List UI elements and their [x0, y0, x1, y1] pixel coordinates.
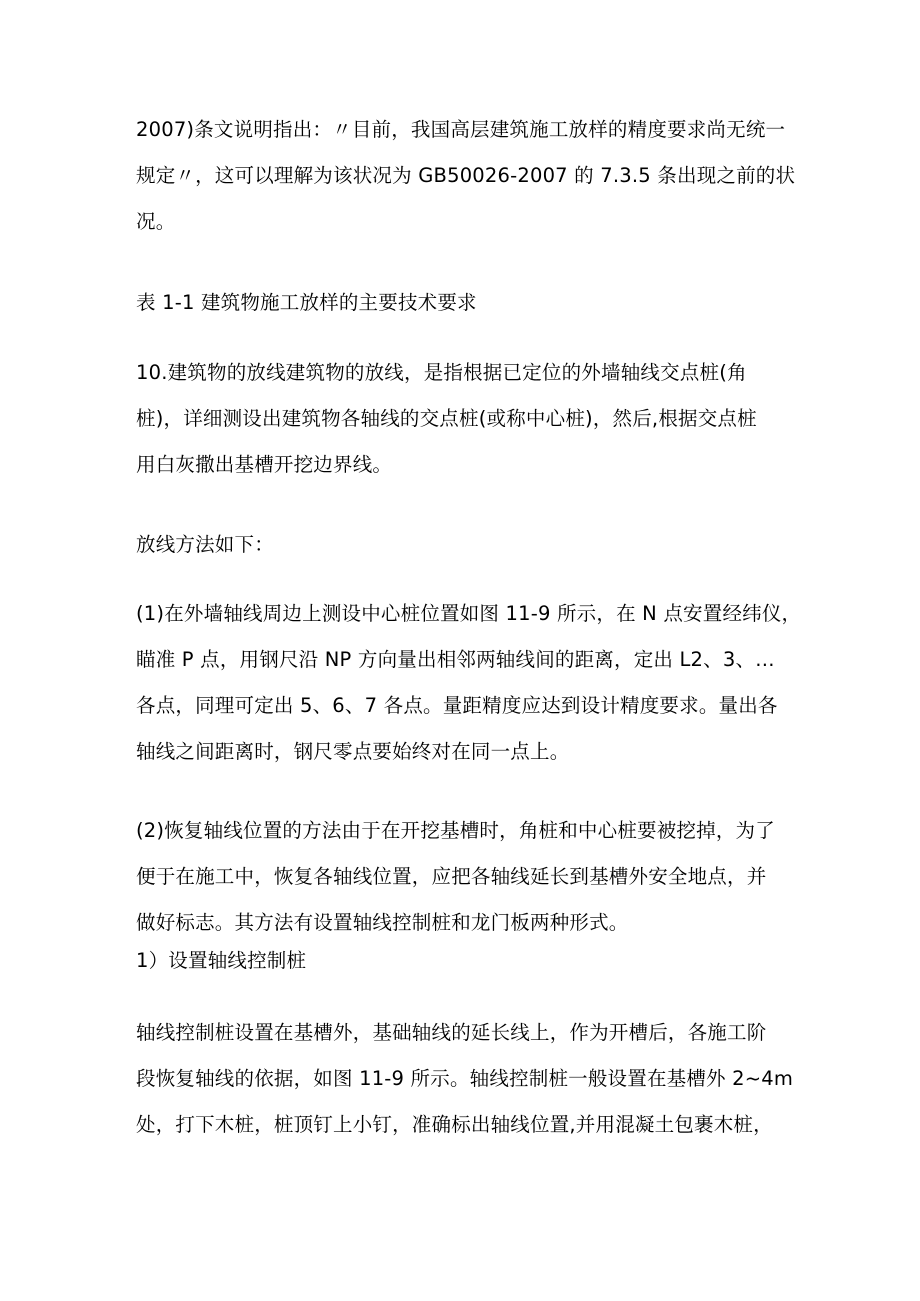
- paragraph-control-pile: [136, 1010, 796, 1148]
- text-line: 做好标志。其方法有设置轴线控制桩和龙门板两种形式。: [136, 911, 629, 934]
- text-line: 用白灰撒出基槽开挖边界线。: [136, 453, 393, 476]
- paragraph-standard-note: [136, 107, 796, 245]
- text-line: 处，打下木桩，桩顶钉上小钉，准确标出轴线位置,并用混凝土包裹木桩，: [136, 1113, 773, 1136]
- paragraph-section-10: [136, 350, 796, 488]
- text-line: 规定〃，这可以理解为该状况为 GB50026-2007 的 7.3.5 条出现之前的状: [136, 164, 796, 187]
- text-line: (1)在外墙轴线周边上测设中心桩位置如图 11-9 所示，在 N 点安置经纬仪，: [136, 602, 802, 625]
- subheading-control-pile: [136, 938, 796, 984]
- text-line: 10.建筑物的放线建筑物的放线，是指根据已定位的外墙轴线交点桩(角: [136, 361, 747, 384]
- text-line: 轴线控制桩设置在基槽外，基础轴线的延长线上，作为开槽后，各施工阶: [136, 1021, 767, 1044]
- text-line: 1）设置轴线控制桩: [136, 949, 307, 972]
- text-line: 况。: [136, 210, 176, 233]
- text-line: 放线方法如下：: [136, 533, 274, 556]
- text-line: 便于在施工中，恢复各轴线位置，应把各轴线延长到基槽外安全地点，并: [136, 865, 767, 888]
- paragraph-step-2: [136, 808, 796, 946]
- text-line: 瞄准 P 点，用钢尺沿 NP 方向量出相邻两轴线间的距离，定出 L2、3、…: [136, 648, 775, 671]
- text-line: 桩)，详细测设出建筑物各轴线的交点桩(或称中心桩)，然后,根据交点桩: [136, 407, 757, 430]
- text-line: 段恢复轴线的依据，如图 11-9 所示。轴线控制桩一般设置在基槽外 2~4m: [136, 1067, 794, 1090]
- text-line: 表 1-1 建筑物施工放样的主要技术要求: [136, 291, 477, 314]
- paragraph-step-1: [136, 591, 802, 775]
- text-line: 2007)条文说明指出：〃目前，我国高层建筑施工放样的精度要求尚无统一: [136, 118, 786, 141]
- text-line: 各点，同理可定出 5、6、7 各点。量距精度应达到设计精度要求。量出各: [136, 694, 778, 717]
- paragraph-method-intro: [136, 522, 796, 568]
- text-line: (2)恢复轴线位置的方法由于在开挖基槽时，角桩和中心桩要被挖掉，为了: [136, 819, 775, 842]
- text-line: 轴线之间距离时，钢尺零点要始终对在同一点上。: [136, 740, 570, 763]
- table-caption: [136, 280, 796, 326]
